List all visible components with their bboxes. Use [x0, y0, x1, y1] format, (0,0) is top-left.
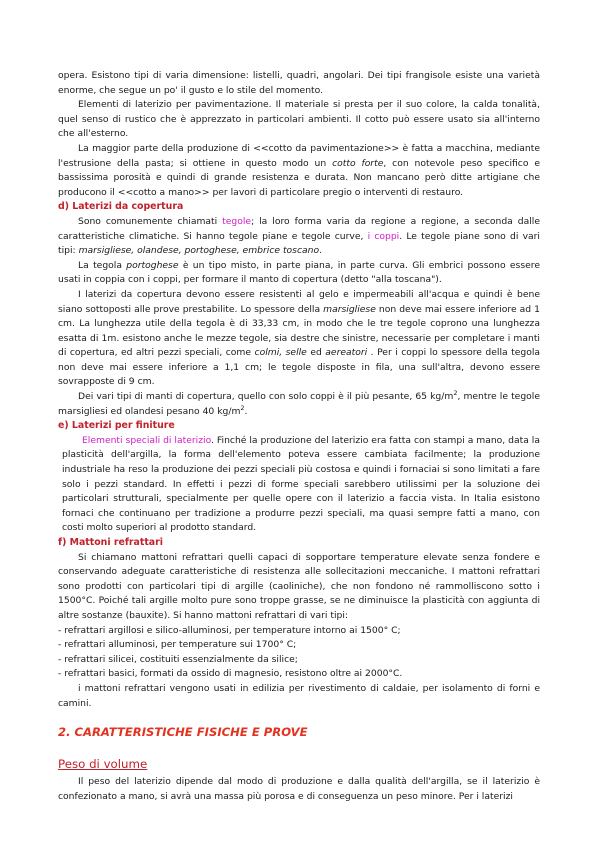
term-aereatori: aereatori — [325, 347, 368, 359]
term-coppi: i coppi — [367, 230, 400, 242]
heading-d-copertura: d) Laterizi da copertura — [58, 201, 184, 213]
text: , con notevole peso specifico e bassissima porosità e quindi di grande resistenza e durata. Non mancano però ditte artigiane che producono il <<cotto a mano>> per lavori di particolare pregio o interventi di restauro. — [58, 157, 540, 198]
text: Sono comunemente chiamati — [78, 215, 223, 227]
list-item: - refrattari argillosi e silico-alluminosi, per temperature intorno ai 1500° C; — [58, 624, 401, 636]
paragraph-copertura-4 — [58, 390, 540, 419]
text: Il peso del laterizio dipende dal modo di produzione e dalla qualità dell'argilla, se il laterizio è confezionato a mano, si avrà una massa più porosa e di conseguenza un peso minore. Per i laterizi — [58, 776, 540, 802]
paragraph-copertura-2 — [58, 259, 540, 288]
paragraph-copertura-3 — [58, 288, 540, 390]
text: non deve mai essere inferiore ad 1 cm. La lunghezza utile della tegola è di 33,33 cm, in modo che le tre tegole coprono una lunghezza esatta di 1m. esistono anche le mezze tegole, sia destre che sinistre, necessarie per completare i manti di copertura, ed altri pezzi speciali, come — [58, 303, 540, 359]
term-tipi-tegole: marsigliese, olandese, portoghese, embrice toscano — [78, 245, 320, 257]
term-cotto-forte: cotto forte — [332, 157, 384, 169]
heading-e-finiture: e) Laterizi per finiture — [58, 420, 175, 432]
refrattari-list — [58, 624, 540, 682]
term-portoghese: portoghese — [126, 259, 179, 271]
text: . Per i coppi lo spessore della tegola non deve mai essere inferiore a 1,1 cm; le tegole disposte in fila, una sull'altra, devono essere sovrapposte di 9 cm. — [58, 347, 541, 388]
text: Elementi di laterizio per pavimentazione. Il materiale si presta per il suo colore, la calda tonalità, quel senso di rustico che è apprezzato in particolari ambienti. Il cotto può essere usato sia all'interno che all'esterno. — [58, 99, 540, 140]
text: ed — [306, 347, 326, 359]
document-page — [58, 0, 540, 804]
text: La maggior parte della produzione di <<cotto da pavimentazione>> è fatta a macchina, mediante l'estrusione della pasta; si ottiene in questo modo un — [58, 142, 540, 169]
paragraph-cotto — [58, 142, 540, 200]
text: è un tipo misto, in parte piana, in parte curva. Gli embrici possono essere usati in coppia con i coppi, per formare il manto di copertura (detto "alla toscana"). — [58, 259, 540, 286]
paragraph-finiture — [58, 434, 540, 536]
superscript: 2 — [240, 403, 245, 412]
paragraph-refrattari-uso — [58, 682, 540, 711]
paragraph-copertura-1 — [58, 215, 540, 259]
text: ; la loro forma varia da regione a regione, a seconda dalle caratteristiche climatiche. Si hanno tegole piane e tegole curve, — [58, 215, 540, 242]
list-item: - refrattari alluminosi, per temperature sui 1700° C; — [58, 639, 297, 651]
text: La tegola — [78, 259, 127, 271]
text: I laterizi da copertura devono essere resistenti al gelo e impermeabili all'acqua e quindi è bene siano sottoposti alle prove prestabilite. Lo spessore della — [58, 288, 540, 315]
text: , mentre le tegole marsigliesi ed olandesi pesano 40 kg/m — [58, 391, 540, 417]
list-item: - refrattari basici, formati da ossido di magnesio, resistono oltre ai 2000°C. — [58, 668, 403, 680]
text: i mattoni refrattari vengono usati in edilizia per rivestimento di caldaie, per isolamento di forni e camini. — [58, 682, 540, 709]
term-marsigliese: marsigliese — [323, 303, 376, 315]
text: Si chiamano mattoni refrattari quelli capaci di sopportare temperature elevate senza fondere e conservando adeguate caratteristiche di resistenza alle sollecitazioni meccaniche. I mattoni refrattari sono prodotti con particolari tipi di argille (caoliniche), che non fondono né rammolliscono sotto i 1500°C. Poiché tali argille molto pure sono troppe grasse, se ne diminuisce la plasticità con aggiunta di altre sostanze (bauxite). Si hanno mattoni refrattari di vari tipi: — [58, 551, 540, 621]
superscript: 2 — [453, 389, 458, 397]
term-colmi-selle: colmi, selle — [254, 347, 307, 359]
term-elementi-speciali: Elementi speciali di laterizio — [82, 434, 212, 446]
paragraph-pavimentazione — [58, 98, 540, 142]
heading-f-refrattari: f) Mattoni refrattari — [58, 537, 163, 548]
paragraph-refrattari — [58, 551, 540, 624]
term-tegole: tegole — [222, 215, 252, 227]
text: . — [319, 245, 323, 257]
text: Dei vari tipi di manti di copertura, quello con solo coppi è il più pesante, 65 kg/m — [78, 391, 454, 403]
list-item: - refrattari silicei, costituiti essenzialmente da silice; — [58, 653, 298, 665]
subsection-title: Peso di volume — [58, 757, 148, 772]
text: . Finché la produzione del laterizio era fatta con stampi a mano, data la plasticità dell'argilla, la forma dell'elemento poteva essere cambiata facilmente; la produzione industriale ha reso la produzione dei pezzi speciali più costosa e quindi i fornaciai si sono limitati a fare solo i pezzi standard. In effetti i pezzi di forme speciali sarebbero utilissimi per la soluzione dei particolari strutturali, specialmente per quelle opere con il laterizio a faccia vista. In Italia esistono fornaci che continuano per tradizione a produrre pezzi speciali, ma quasi sempre fatti a mano, con costi molto superiori al prodotto standard. — [62, 434, 540, 534]
text: . — [244, 405, 248, 417]
text: . Le tegole piane sono di vari tipi: — [58, 230, 540, 257]
paragraph-intro — [58, 69, 540, 98]
section-title: 2. CARATTERISTICHE FISICHE E PROVE — [58, 725, 308, 740]
text: opera. Esistono tipi di varia dimensione: listelli, quadri, angolari. Dei tipi frangisole esiste una varietà enorme, che segue un po' il gusto e lo stile del momento. — [58, 70, 540, 96]
paragraph-peso-volume — [58, 775, 540, 804]
